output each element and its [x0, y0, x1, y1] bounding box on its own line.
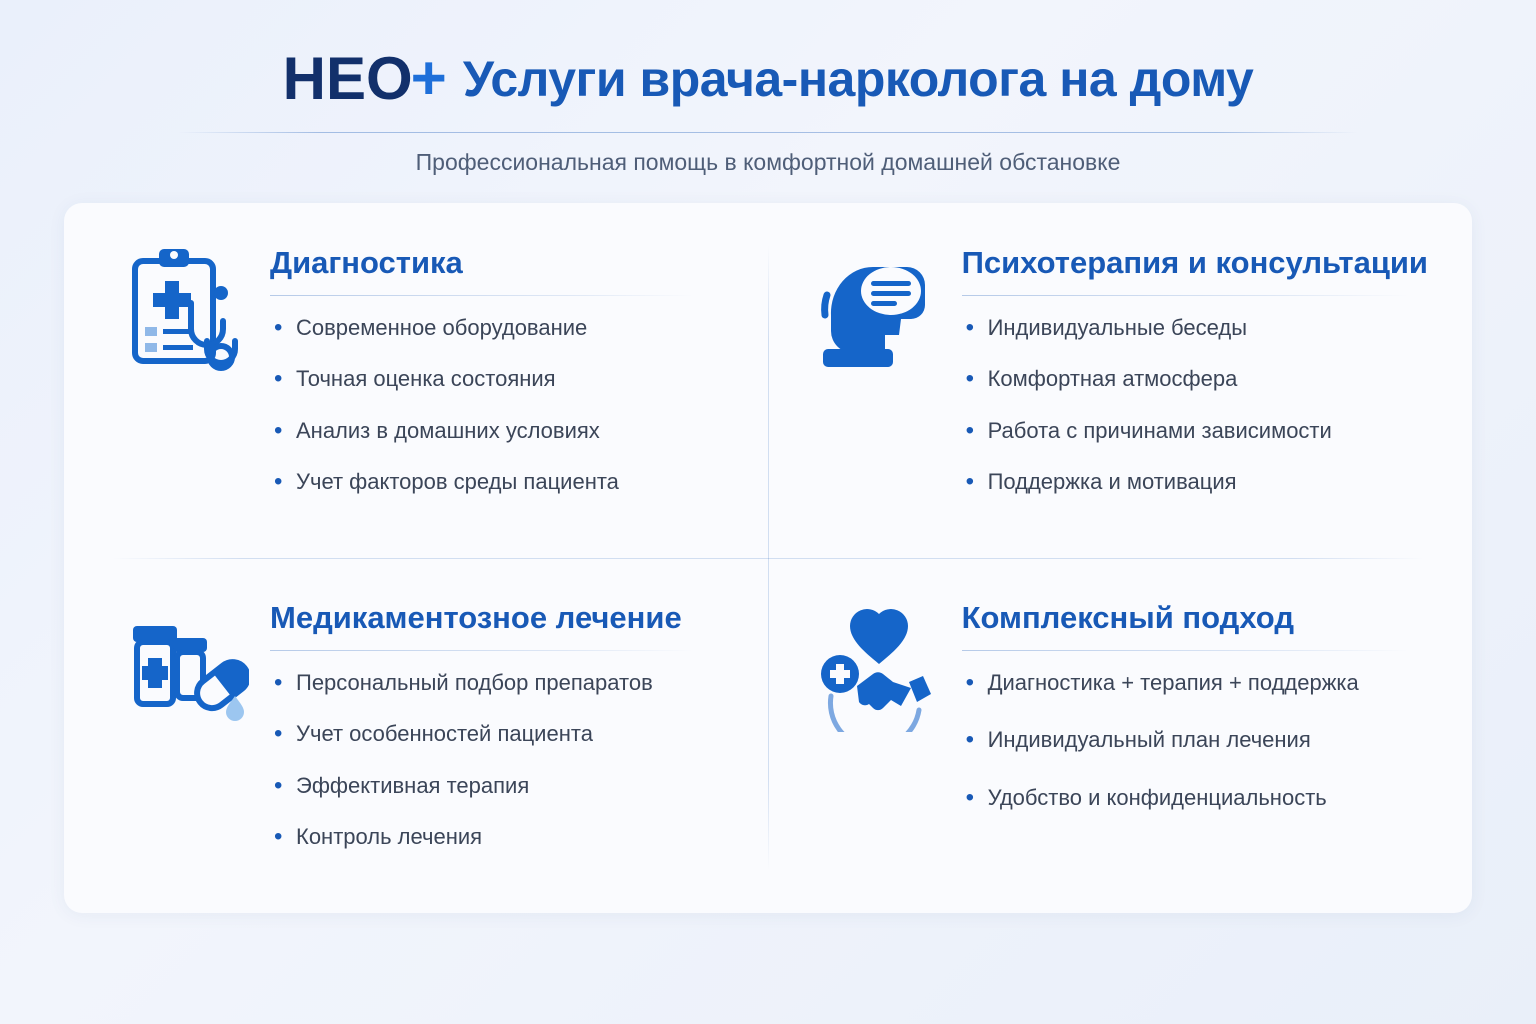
service-block-psychotherapy [756, 203, 1472, 558]
list-item: • Комфортная атмосфера [962, 365, 1428, 394]
service-title-rule [270, 295, 694, 296]
list-item: • Персональный подбор препаратов [270, 669, 712, 698]
service-title: Медикаментозное лечение [270, 600, 682, 635]
title-row [0, 40, 1536, 118]
list-item: • Индивидуальные беседы [962, 314, 1428, 343]
service-title-rule [962, 295, 1410, 296]
service-title-rule [270, 650, 694, 651]
service-title-rule [962, 650, 1410, 651]
list-item: • Точная оценка состояния [270, 365, 712, 394]
list-item: • Современное оборудование [270, 314, 712, 343]
list-item: • Анализ в домашних условиях [270, 417, 712, 446]
service-content [270, 241, 712, 520]
clipboard-stethoscope-icon [110, 241, 260, 391]
service-item-list [962, 669, 1428, 813]
service-item-list [270, 314, 712, 497]
list-item: • Эффективная терапия [270, 772, 712, 801]
logo-letter-n: H [282, 45, 324, 112]
service-item-list [962, 314, 1428, 497]
services-card [64, 203, 1472, 913]
header [0, 0, 1536, 176]
service-item-list [270, 669, 712, 852]
logo-plus-icon: + [410, 44, 445, 113]
heart-handshake-icon [802, 596, 952, 746]
title-divider [178, 132, 1358, 133]
logo-letter-o: O [365, 45, 411, 112]
horizontal-divider [112, 558, 1424, 559]
services-grid [64, 203, 1472, 913]
list-item: • Контроль лечения [270, 823, 712, 852]
page-subtitle: Профессиональная помощь в комфортной домашней обстановке [415, 149, 1121, 175]
head-speech-bubble-icon [802, 241, 952, 391]
list-item: • Диагностика + терапия + поддержка [962, 669, 1428, 698]
list-item: • Индивидуальный план лечения [962, 726, 1428, 755]
service-title: Психотерапия и консультации [961, 245, 1428, 280]
service-block-complex-approach [756, 558, 1472, 913]
service-content [962, 596, 1428, 841]
service-title: Комплексный подход [961, 600, 1295, 635]
list-item: • Учет факторов среды пациента [270, 468, 712, 497]
list-item: • Учет особенностей пациента [270, 720, 712, 749]
neo-plus-logo [282, 44, 445, 113]
service-content [270, 596, 712, 875]
page-title: Услуги врача-нарколога на дому [462, 51, 1254, 107]
service-title: Диагностика [270, 245, 463, 280]
service-content [962, 241, 1428, 520]
logo-letter-e: E [325, 45, 364, 112]
list-item: • Работа с причинами зависимости [962, 417, 1428, 446]
list-item: • Удобство и конфиденциальность [962, 784, 1428, 813]
list-item: • Поддержка и мотивация [962, 468, 1428, 497]
service-block-diagnostics [64, 203, 756, 558]
pills-bottle-icon [110, 596, 260, 746]
service-block-medication [64, 558, 756, 913]
